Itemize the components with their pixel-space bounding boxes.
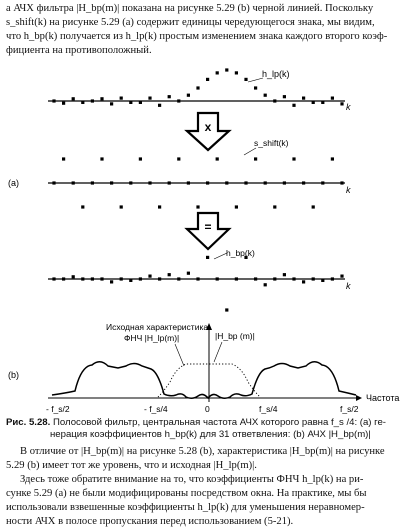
hlp-point-9 <box>139 101 142 104</box>
sshift-point-21 <box>254 157 257 160</box>
hlp-point-0 <box>52 99 55 102</box>
tick-neg-fs4: - f_s/4 <box>144 404 168 414</box>
hbp-point-10 <box>148 275 151 278</box>
hbp-point-16 <box>206 256 209 259</box>
top-text-line-4: фициента на противоположный. <box>6 45 152 56</box>
hlp-point-23 <box>273 99 276 102</box>
hbp-point-5 <box>100 277 103 280</box>
body-text-line-4: сунке 5.29 (а) не были модифицированы посредством окна. На практике, мы бы <box>6 488 367 499</box>
body-text-line-2: 5.29 (b) имеет тот же уровень, что и исходная |H_lp(m)|. <box>6 460 257 471</box>
hlp-point-6 <box>110 102 113 105</box>
sshift-point-18 <box>225 181 228 184</box>
sshift-point-0 <box>52 181 55 184</box>
hbp-point-7 <box>120 277 123 280</box>
hbp-point-8 <box>129 279 132 282</box>
tick-fs2: f_s/2 <box>340 404 359 414</box>
hlp-point-26 <box>302 97 305 100</box>
hbp-point-25 <box>292 277 295 280</box>
hlp-point-4 <box>91 99 94 102</box>
body-text-line-3: Здесь тоже обратите внимание на то, что коэффициенты ФНЧ h_lp(k) на ри- <box>20 474 364 485</box>
hbp-point-15 <box>196 277 199 280</box>
sshift-point-4 <box>91 181 94 184</box>
hbp-point-4 <box>91 277 94 280</box>
sshift-point-24 <box>283 181 286 184</box>
hbp-point-28 <box>321 279 324 282</box>
hlp-point-12 <box>168 95 171 98</box>
hbp-magnitude-curve <box>52 362 356 399</box>
hbp-points <box>52 256 343 312</box>
label-hlp: h_lp(k) <box>262 69 290 79</box>
sshift-point-23 <box>273 205 276 208</box>
annotation-line-1: Исходная характеристика <box>106 322 209 332</box>
hbp-point-29 <box>331 277 334 280</box>
hbp-point-21 <box>254 277 257 280</box>
axis-k-2: k <box>346 185 351 195</box>
body-text-line-5: использовали взвешенные коэффициенты h_lp(k) для уменьшения неравномер- <box>6 502 365 513</box>
hbp-point-17 <box>216 277 219 280</box>
hlp-point-14 <box>187 94 190 97</box>
hlp-point-8 <box>129 101 132 104</box>
sshift-point-19 <box>235 205 238 208</box>
hbp-point-9 <box>139 277 142 280</box>
sshift-point-28 <box>321 181 324 184</box>
multiply-sign: x <box>204 120 212 134</box>
caption-line-2: нерация коэффициентов h_bp(k) для 31 ответвления: (b) АЧХ |H_bp(m)| <box>50 429 371 440</box>
sshift-point-3 <box>81 205 84 208</box>
equals-arrow <box>187 213 229 249</box>
sshift-point-7 <box>120 205 123 208</box>
sshift-point-8 <box>129 181 132 184</box>
sshift-point-15 <box>196 205 199 208</box>
hlp-point-22 <box>264 94 267 97</box>
hbp-point-26 <box>302 280 305 283</box>
sshift-point-11 <box>158 205 161 208</box>
sshift-point-30 <box>340 181 343 184</box>
hlp-point-1 <box>62 102 65 105</box>
hlp-point-25 <box>292 104 295 107</box>
annotation-line-2: ФНЧ |H_lp(m)| <box>124 333 180 343</box>
sshift-point-25 <box>292 157 295 160</box>
hlp-point-30 <box>340 102 343 105</box>
figure-caption <box>6 417 411 441</box>
hlp-point-28 <box>321 101 324 104</box>
sshift-point-1 <box>62 157 65 160</box>
top-text-line-3: что h_bp(k) получается из h_lp(k) простым изменением знака каждого второго коэф- <box>6 31 388 42</box>
sshift-point-10 <box>148 181 151 184</box>
hlp-point-24 <box>283 95 286 98</box>
equals-sign: = <box>204 220 212 234</box>
panel-b-label: (b) <box>8 370 19 380</box>
freq-axis-label: Частота <box>366 393 400 403</box>
hbp-point-0 <box>52 277 55 280</box>
hbp-point-14 <box>187 272 190 275</box>
label-sshift: s_shift(k) <box>254 138 289 148</box>
sshift-point-26 <box>302 181 305 184</box>
hbp-point-13 <box>177 277 180 280</box>
top-text-line-2: s_shift(k) на рисунке 5.29 (а) содержит единицы чередующегося знака, мы видим, <box>6 17 375 28</box>
sshift-point-9 <box>139 157 142 160</box>
hbp-point-6 <box>110 280 113 283</box>
sshift-point-12 <box>168 181 171 184</box>
hlp-point-29 <box>331 97 334 100</box>
sshift-point-5 <box>100 157 103 160</box>
hbp-point-11 <box>158 277 161 280</box>
hlp-point-3 <box>81 101 84 104</box>
hbp-point-3 <box>81 277 84 280</box>
hbp-point-18 <box>225 308 228 311</box>
tick-fs4: f_s/4 <box>259 404 278 414</box>
sshift-point-17 <box>216 157 219 160</box>
hlp-point-21 <box>254 86 257 89</box>
hlp-point-20 <box>244 78 247 81</box>
multiply-arrow <box>187 113 229 150</box>
panel-a-label: (a) <box>8 178 19 188</box>
axis-k-3: k <box>346 281 351 291</box>
sshift-point-2 <box>72 181 75 184</box>
hlp-point-15 <box>196 86 199 89</box>
hlp-point-11 <box>158 104 161 107</box>
sshift-point-13 <box>177 157 180 160</box>
sshift-point-22 <box>264 181 267 184</box>
hbp-point-19 <box>235 277 238 280</box>
hlp-point-18 <box>225 68 228 71</box>
hbp-point-12 <box>168 273 171 276</box>
hlp-point-27 <box>312 101 315 104</box>
hlp-point-13 <box>177 99 180 102</box>
hbp-point-22 <box>264 283 267 286</box>
caption-number: Рис. 5.28. <box>6 417 51 428</box>
hlp-point-10 <box>148 97 151 100</box>
axis-k-1: k <box>346 102 351 112</box>
sshift-point-27 <box>312 205 315 208</box>
tick-zero: 0 <box>205 404 210 414</box>
tick-neg-fs2: - f_s/2 <box>46 404 70 414</box>
top-text-line-1: а АЧХ фильтра |H_bp(m)| показана на рисунке 5.29 (b) черной линией. Поскольку <box>6 3 374 14</box>
body-text-line-6: ности АЧХ в полосе пропускания перед использованием (5-21). <box>6 516 294 527</box>
sshift-point-14 <box>187 181 190 184</box>
sshift-point-29 <box>331 157 334 160</box>
hbp-point-2 <box>72 275 75 278</box>
hbp-point-27 <box>312 277 315 280</box>
sshift-point-6 <box>110 181 113 184</box>
label-hbp: h_bp(k) <box>226 248 255 258</box>
sshift-point-20 <box>244 181 247 184</box>
hbp-point-30 <box>340 275 343 278</box>
hbp-point-23 <box>273 277 276 280</box>
body-text-line-1: В отличие от |H_bp(m)| на рисунке 5.28 (b), характеристика |H_bp(m)| на рисунке <box>20 446 385 457</box>
hbp-point-24 <box>283 273 286 276</box>
hbp-point-1 <box>62 277 65 280</box>
sshift-point-16 <box>206 181 209 184</box>
hlp-point-16 <box>206 78 209 81</box>
hlp-point-19 <box>235 71 238 74</box>
hlp-point-17 <box>216 71 219 74</box>
hbp-mag-label: |H_bp (m)| <box>215 331 255 341</box>
hlp-point-7 <box>120 97 123 100</box>
caption-line-1: Полосовой фильтр, центральная частота АЧХ которого равна f_s /4: (а) ге- <box>52 417 386 428</box>
hlp-point-2 <box>72 97 75 100</box>
hlp-point-5 <box>100 97 103 100</box>
